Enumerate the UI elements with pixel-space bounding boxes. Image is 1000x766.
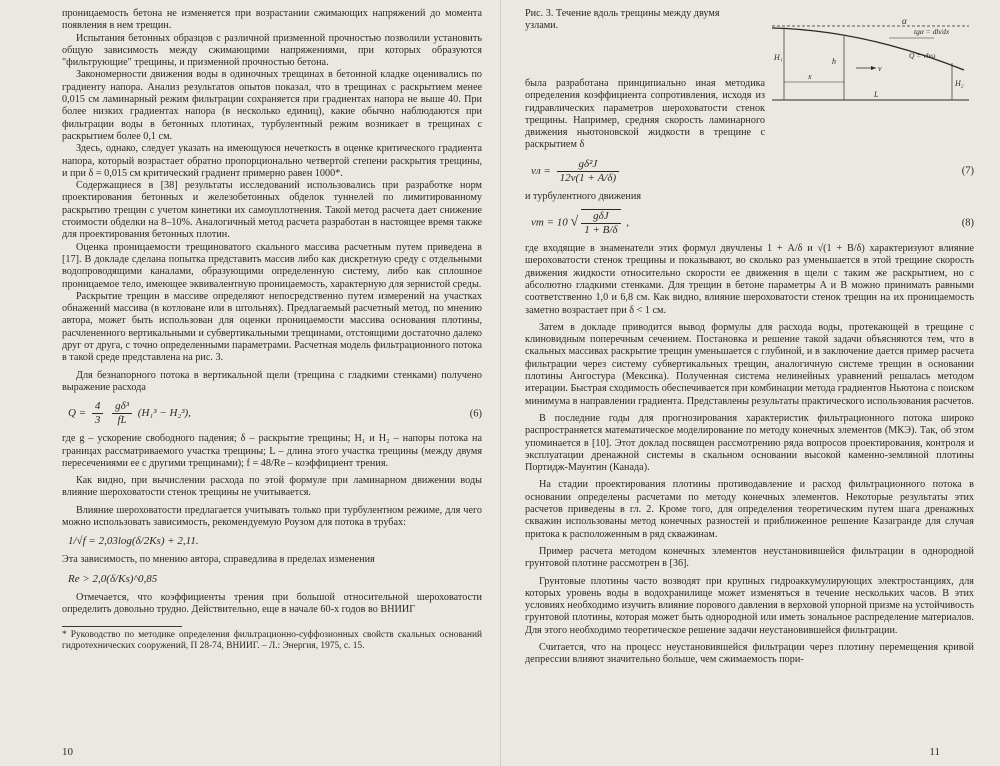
formula-lhs: Q =: [68, 407, 87, 420]
formula-tail: (H₁³ − H₂³),: [137, 407, 191, 420]
formula-lhs: vт = 10: [531, 216, 568, 229]
paragraph: была разработана принципиально иная методика определения коэффициента сопротивления, исходя из гидравлических параметров шероховатости стенок трещины. Например, средняя скорость ламинарного движения ньютоновской жидкости в трещине с раскрытием δ: [525, 78, 765, 151]
paragraph: и турбулентного движения: [525, 190, 642, 202]
paragraph: где g – ускорение свободного падения; δ – раскрытие трещины; H₁ и H₂ – напоры потока на границах рассматриваемого участка трещины; L – длина этого участка трещины (между двумя пересечениями ее с другими трещинами); f = 48/Re – коэффициент трения.: [62, 433, 482, 469]
frac-numerator: gδJ: [581, 210, 620, 224]
formula-fraction: [557, 158, 620, 185]
paragraph: Влияние шероховатости предлагается учитывать только при турбулентном режиме, для чего можно использовать зависимость, рекомендуемую Роузом для потока в трубах:: [62, 504, 482, 528]
paragraph: На стадии проектирования плотины противодавление и расход фильтрационного потока в основании определены расчетами по методу конечных элементов. Некоторые результаты этих расчетов приведены в гл. 2. Кроме того, для определения теоретическим путем шага дренажных скважин использованы метод конечных разностей и приближенное решение Казагранде для случая притока к расположенным в ряд скважинам.: [525, 479, 974, 540]
frac-denominator: 12ν(1 + A/δ): [559, 171, 617, 184]
label-v: v: [878, 64, 882, 73]
paragraph: где входящие в знаменатели этих формул двучлены 1 + A/δ и √(1 + B/δ) характеризуют влияние шероховатости стенок трещины и показывают, во сколько раз уменьшается в этой трещине скорость движения жидкости относительно скорости ее движения в щели с таким же раскрытием, но с абсолютно гладкими стенками. Для трещин в бетоне параметры A и B можно принимать равными соответственно 1,0 и 6,8 см. Как видно, влияние шероховатости стенок трещин на их проницаемость заметно возрастает при δ < 1 см.: [525, 243, 974, 316]
paragraph: Закономерности движения воды в одиночных трещинах в бетонной кладке оценивались по градиенту напора. Анализ результатов опытов показал, что в трещинах с раскрытием менее 0,015 см ламинарный режим фильтрации сохраняется при градиентах напора не выше 40. При более низких градиентах напора (в несколько единиц), какие обычно наблюдаются при фильтрации воды в бетонных плотинах, турбулентный режим возникает в трещинах с раскрытием более 0,1 см.: [62, 69, 482, 142]
label-q: Q = vhω: [909, 51, 936, 60]
equation-number: (8): [961, 217, 974, 229]
figure-3: [525, 8, 974, 99]
paragraph: Здесь, однако, следует указать на имеющуюся нечеткость в оценке критического градиента напора, который возрастает обратно пропорционально четвертой степени раскрытия трещины, и при δ = 0,015 см критический градиент примерно равен 1000*.: [62, 143, 482, 179]
paragraph: Для безнапорного потока в вертикальной щели (трещина с гладкими стенками) получено выражение расхода: [62, 369, 482, 393]
label-h2: H₂: [955, 79, 964, 88]
paragraph: Считается, что на процесс неустановившейся фильтрации через плотину перемещения кривой депрессии влияют значительно больше, чем сжимаемость пори-: [525, 641, 974, 666]
paragraph: Грунтовые плотины часто возводят при крупных гидроаккумулирующих электростанциях, для которых уровень воды в водохранилище может изменяться в течение нескольких часов. В этих условиях необходимо изучить влияние порового давления в верховой упорной призме на устойчивость грунтовой плотины, которая может быть однородной или иметь зональное распределение материалов. Для этого необходимо теоретическое решение задачи неустановившейся фильтрации.: [525, 575, 974, 636]
formula-reynolds: Re > 2,0(δ/Ks)^0,85: [68, 572, 158, 585]
paragraph: Пример расчета методом конечных элементов неустановившейся фильтрации в однородной грунтовой плотине рассмотрен в [36].: [525, 545, 974, 570]
formula-fraction: [112, 400, 132, 427]
equation-number: (7): [961, 165, 974, 177]
right-page: [500, 0, 1000, 766]
frac-numerator: gδ²J: [557, 158, 620, 172]
paragraph: В последние годы для прогнозирования характеристик фильтрационного потока широко распространяется математическое моделирование по методу конечных элементов (МКЭ). Так, об этом упоминается в [10]. Этот доклад посвящен рассмотрению ряда вопросов проектирования, контроля и эксплуатации дренажной системы в скальном основании высокой каменно-земляной плотины Портидж-Маунтин (Канада).: [525, 412, 974, 474]
equation-number: (6): [469, 408, 482, 420]
label-alpha: α: [902, 16, 907, 26]
figure-caption: Рис. 3. Течение вдоль трещины между двумя узлами.: [525, 8, 720, 32]
formula-coefficient: [92, 400, 104, 427]
formula-fraction: [581, 209, 620, 237]
formula-6: [68, 400, 482, 427]
paragraph: Отмечается, что коэффициенты трения при большой относительной шероховатости определить довольно трудно. Действительно, еще в начале 60-х годов во ВНИИГ: [62, 591, 482, 615]
label-h: h: [832, 57, 836, 66]
footnote: * Руководство по методике определения фильтрационно-суффозионных свойств скальных оснований гидротехнических сооружений, П 28-74, ВНИИГ. – Л.: Энергия, 1975, с. 15.: [62, 630, 482, 652]
coef-denominator: 3: [94, 414, 101, 427]
coef-numerator: 4: [92, 400, 104, 414]
paragraph: Затем в докладе приводится вывод формулы для расхода воды, протекающей в трещине с клиновидным поперечным сечением. Постановка и решение такой задачи объясняются тем, что в скальных массивах раскрытие трещин уменьшается с глубиной, и в заключение дается пример расчета фильтрации через систему субвертикальных трещин, аналогичную системе трещин в основании плотины Ангостура (Мексика). Полученная система нелинейных уравнений решалась методом итерации. Быстрая сходимость обеспечивается при комбинации метода градиентов Ньютона с поиском минимума в направлении градиента. Представлены результаты практического использования расчетов.: [525, 321, 974, 407]
paragraph: Как видно, при вычислении расхода по этой формуле при ламинарном движении воды влияние шероховатости стенок трещины не учитывается.: [62, 475, 482, 499]
crack-flow-diagram: [764, 8, 974, 108]
paragraph: проницаемость бетона не изменяется при возрастании сжимающих напряжений до момента появления в нем трещин.: [62, 8, 482, 32]
paragraph: Содержащиеся в [38] результаты исследований использовались при разработке норм проектирования бетонных и железобетонных обделок туннелей по лимитированному раскрытию трещин с учетом кинетики их самоуплотнения. Такой метод расчета дает снижение стоимости обделки на 8–10%. Аналогичный метод расчета разработан в настоящее время также для проектирования бетонных плотин.: [62, 180, 482, 241]
frac-denominator: 1 + B/δ: [584, 224, 618, 237]
formula-lhs: vл =: [531, 164, 551, 177]
formula-8: vт = 10 √ $\frac{\text{gδJ}}{1 + B/\delta}$ , (8): [531, 210, 974, 237]
formula-rose: 1/√f = 2,03log(δ/2Ks) + 2,11.: [68, 535, 199, 548]
footnote-rule: [62, 626, 182, 627]
label-h1: H₁: [774, 53, 783, 62]
page-number: 11: [929, 746, 940, 758]
label-L: L: [874, 90, 879, 99]
formula-7: [531, 158, 974, 185]
label-tg: tgα = dh/dx: [914, 27, 950, 36]
paragraph: Испытания бетонных образцов с различной призменной прочностью позволили установить общую зависимость между сжимающими напряжениями, при которых образуются "фильтрующие" трещины, и призменной прочностью бетона.: [62, 32, 482, 69]
frac-numerator: gδ³: [112, 400, 132, 414]
frac-denominator: fL: [117, 414, 127, 427]
paragraph: Оценка проницаемости трещиноватого скального массива расчетным путем приведена в [17]. В докладе сделана попытка представить массив либо как дискретную среду с отдельными водопроводящими каналами, образующими определенную систему, либо как сплошное проницаемое тело, имеющее эквивалентную проницаемость, характерную для зернистой среды.: [62, 241, 482, 290]
page-number: 10: [62, 746, 73, 758]
paragraph: Эта зависимость, по мнению автора, справедлива в пределах изменения: [62, 554, 375, 566]
label-x: x: [808, 72, 812, 81]
paragraph: Раскрытие трещин в массиве определяют непосредственно путем измерений на участках обнажений массива (в котловане или в штольнях). Предлагаемый расчетный метод, по мнению автора, может быть использован для оценки проницаемости массива основания плотины, расчлененного вертикальными и субвертикальными трещинами, отстоящими достаточно далеко друг от друга, с точно определенными параметрами. Расчетная модель фильтрационного потока в такой среде представлена на рис. 3.: [62, 290, 482, 364]
